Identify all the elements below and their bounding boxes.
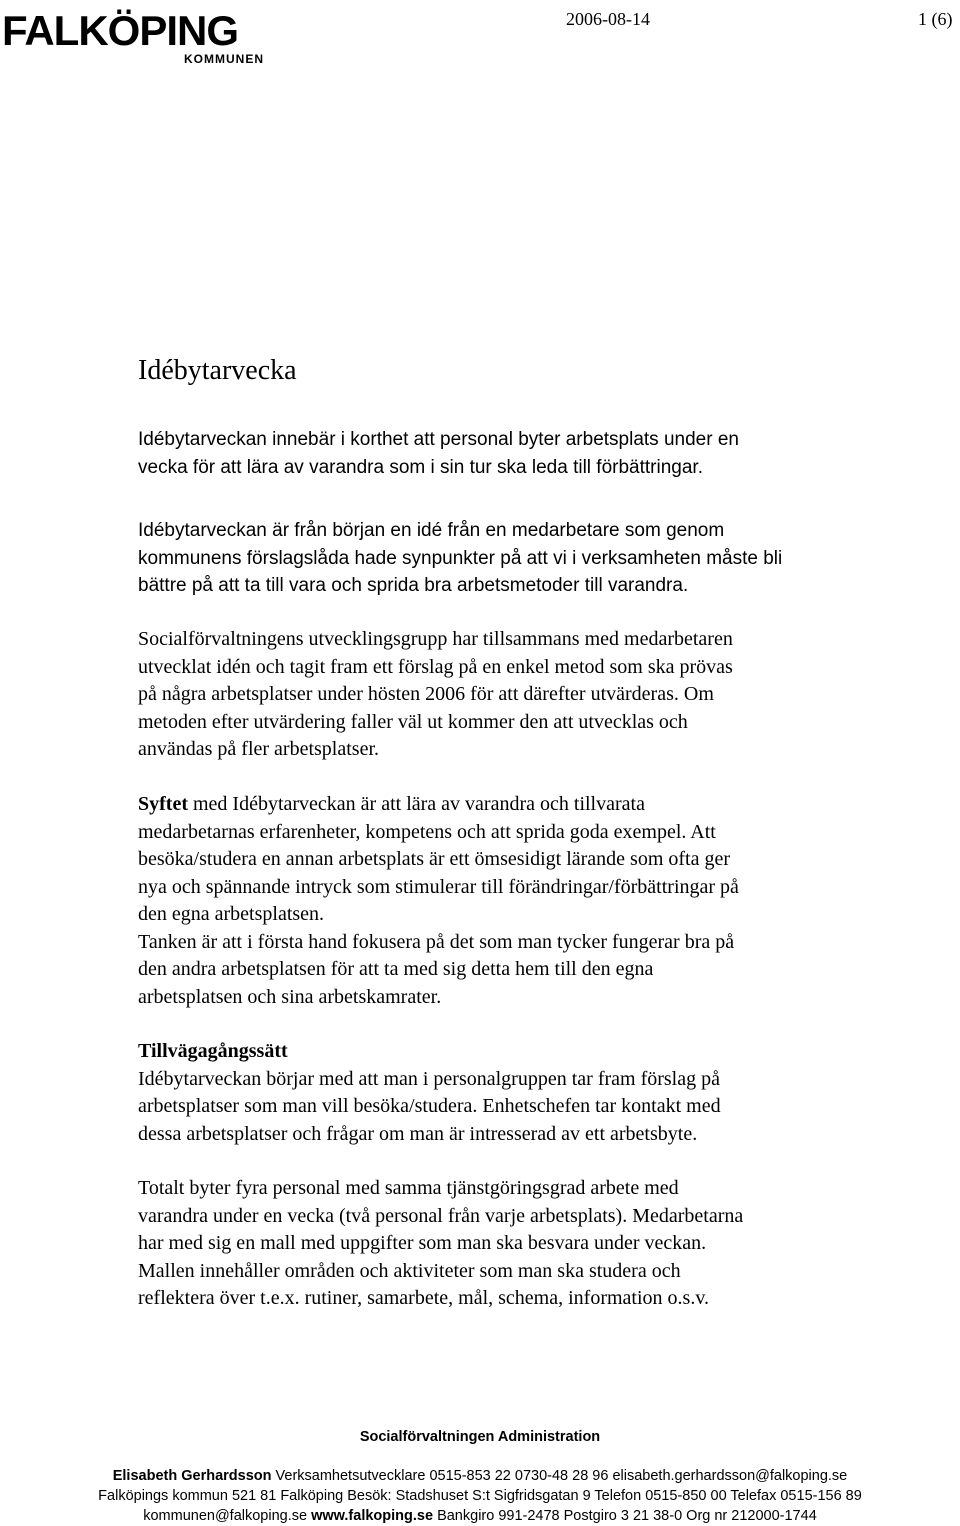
text-line: Socialförvaltningens utvecklingsgrupp har tillsammans med medarbetaren <box>138 628 733 650</box>
footer-contact <box>0 1466 960 1486</box>
method-heading: Tillvägagångssätt <box>138 1040 288 1062</box>
text-line: reflektera över t.e.x. rutiner, samarbete, mål, schema, information o.s.v. <box>138 1287 710 1309</box>
footer-department <box>0 1427 960 1447</box>
page-title: Idébytarvecka <box>138 355 297 386</box>
text-line: metoden efter utvärdering faller väl ut kommer den att utvecklas och <box>138 710 688 733</box>
logo-wordmark: FALKÖPING <box>2 7 239 54</box>
document-date: 2006-08-14 <box>566 9 650 29</box>
text-line: kommunens förslagslåda hade synpunkter på att vi i verksamheten måste bli <box>138 547 783 569</box>
falkoping-logo <box>2 7 272 66</box>
footer-bank-details: Bankgiro 991-2478 Postgiro 3 21 38-0 Org nr 212000-1744 <box>433 1508 817 1524</box>
text-line: Totalt byter fyra personal med samma tjänstgöringsgrad arbete med <box>138 1177 679 1199</box>
text-line: på några arbetsplatser under hösten 2006 för att därefter utvärderas. Om <box>138 683 714 705</box>
footer-dept-text: Socialförvaltningen Administration <box>359 1429 601 1445</box>
footer-web <box>0 1506 960 1526</box>
development-paragraph <box>138 626 928 764</box>
origin-paragraph <box>138 517 928 600</box>
text-line: Idébytarveckan innebär i korthet att personal byter arbetsplats under en <box>138 429 739 450</box>
text-line: arbetsplatser som man vill besöka/studera. Enhetschefen tar kontakt med <box>138 1095 721 1117</box>
text-line: utvecklat idén och tagit fram ett förslag på en enkel metod som ska prövas <box>138 655 733 678</box>
footer-email: kommunen@falkoping.se <box>143 1508 308 1524</box>
text-line: Idébytarveckan börjar med att man i personalgruppen tar fram förslag på <box>138 1067 720 1090</box>
text-line: Tanken är att i första hand fokusera på det som man tycker fungerar bra på <box>138 930 735 953</box>
purpose-first-line: med Idébytarveckan är att lära av varandra och tillvarata <box>187 793 645 815</box>
text-line: besöka/studera en annan arbetsplats är ett ömsesidigt lärande som ofta ger <box>138 848 731 870</box>
text-line: bättre på att ta till vara och sprida bra arbetsmetoder till varandra. <box>138 575 689 596</box>
text-line: den andra arbetsplatsen för att ta med sig detta hem till den egna <box>138 958 654 980</box>
footer-address: Falköpings kommun 521 81 Falköping Besök: Stadshuset S:t Sigfridsgatan 9 Telefon 0515-850 00 Telefax 0515-156 89 <box>98 1488 862 1504</box>
page-number: 1 (6) <box>918 9 953 29</box>
purpose-label: Syftet <box>138 793 188 815</box>
intro-paragraph <box>138 426 928 481</box>
text-line: medarbetarnas erfarenheter, kompetens och att sprida goda exempel. Att <box>138 820 716 843</box>
text-line: har med sig en mall med uppgifter som man ska besvara under veckan. <box>138 1232 707 1254</box>
method-paragraph <box>138 1038 928 1148</box>
footer-contact-name: Elisabeth Gerhardsson <box>112 1468 272 1484</box>
text-line <box>138 791 928 819</box>
text-line: varandra under en vecka (två personal från varje arbetsplats). Medarbetarna <box>138 1204 744 1227</box>
footer-website: www.falkoping.se <box>311 1508 434 1524</box>
text-line: Mallen innehåller områden och aktiviteter som man ska studera och <box>138 1259 681 1282</box>
text-line: vecka för att lära av varandra som i sin tur ska leda till förbättringar. <box>138 456 703 478</box>
footer-contact-details: Verksamhetsutvecklare 0515-853 22 0730-48 28 96 elisabeth.gerhardsson@falkoping.se <box>271 1468 848 1484</box>
total-paragraph <box>138 1175 928 1313</box>
text-line: nya och spännande intryck som stimulerar till förändringar/förbättringar på <box>138 875 739 898</box>
text-line: användas på fler arbetsplatser. <box>138 738 380 760</box>
text-line: den egna arbetsplatsen. <box>138 903 325 925</box>
logo-subtitle: KOMMUNEN <box>184 52 264 66</box>
text-line: Idébytarveckan är från början en idé från en medarbetare som genom <box>138 520 725 541</box>
text-line: dessa arbetsplatser och frågar om man är intresserad av ett arbetsbyte. <box>138 1122 698 1145</box>
purpose-paragraph <box>138 791 928 1011</box>
text-line: arbetsplatsen och sina arbetskamrater. <box>138 985 442 1008</box>
